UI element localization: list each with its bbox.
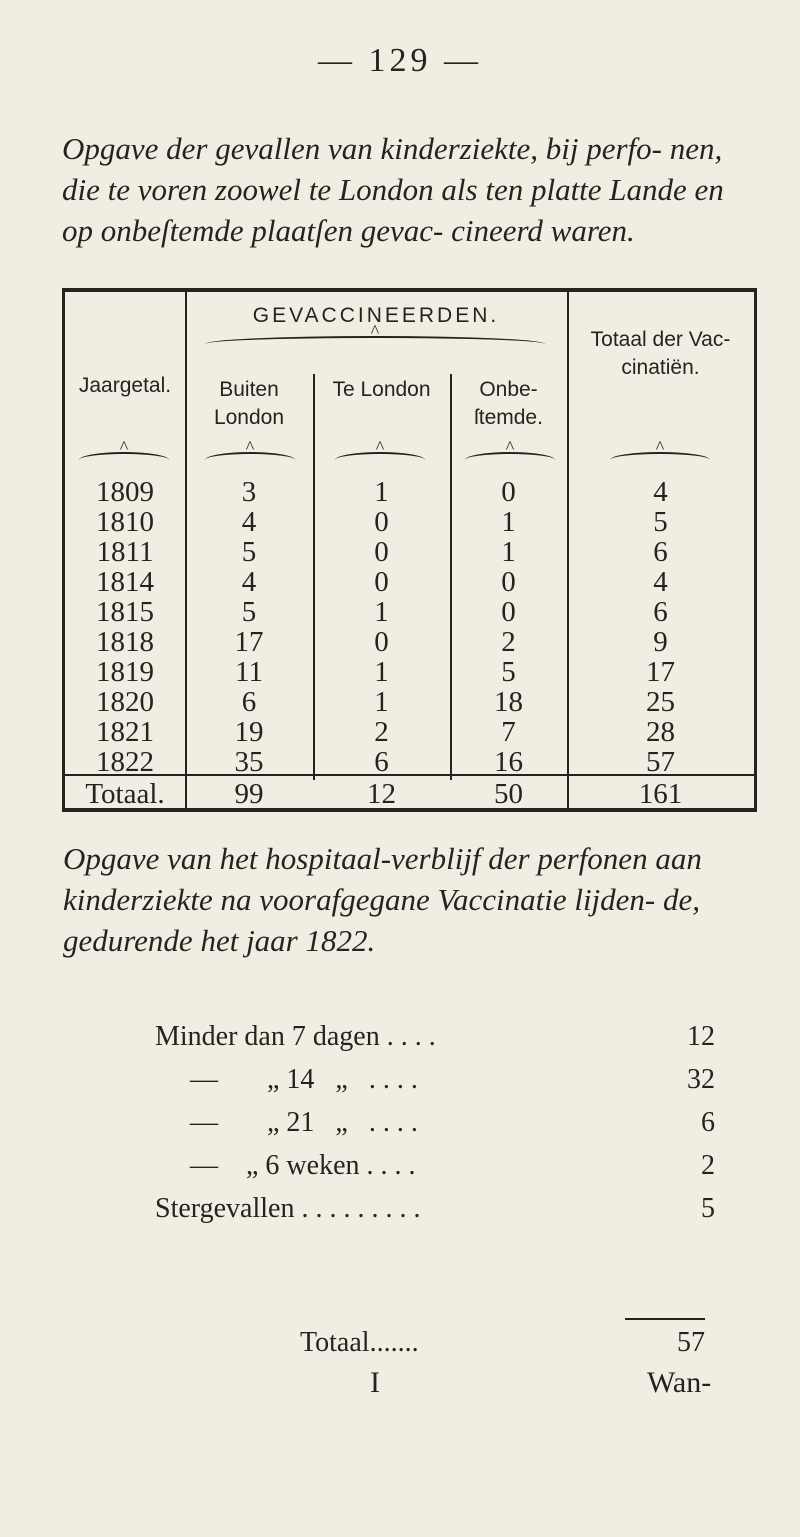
table-cell-te: 6 [374,746,389,778]
table-cell-onbe: 16 [494,746,523,778]
list-item-value: 5 [701,1193,715,1224]
table-cell-buiten: 6 [241,686,257,718]
catchword: Wan- [647,1366,712,1399]
list-total-value: 57 [677,1327,705,1358]
table-cell-onbe: 7 [501,716,516,748]
table-cell-buiten: 17 [234,626,264,658]
table-cell-year: 1811 [96,536,154,568]
table-cell-onbe: 0 [501,566,516,598]
table-cell-year: 1815 [96,596,154,628]
table-cell-te: 0 [374,506,389,538]
total-onbe: 50 [494,778,523,810]
table-cell-buiten: 3 [241,476,257,508]
header-totaal: Totaal der Vac- cinatiën. [590,328,731,379]
table-cell-year: 1818 [96,626,154,658]
table-cell-onbe: 1 [501,536,516,568]
table-cell-onbe: 5 [501,656,516,688]
list-total [300,1327,705,1359]
column-brace [610,452,710,468]
table-cell-year: 1822 [96,746,154,778]
total-buiten: 99 [234,778,264,810]
list-item [155,1187,715,1230]
table-cell-onbe: 2 [501,626,516,658]
list-total-label: Totaal....... [300,1327,419,1358]
table-cell-onbe: 1 [501,506,516,538]
list-item-label: — „ 14 „ . . . . [155,1064,418,1095]
column-brace [465,452,555,468]
list-item-value: 2 [701,1150,715,1181]
table-cell-buiten: 5 [241,596,257,628]
list-item [155,1015,715,1058]
table-cell-totaal: 6 [653,536,668,568]
total-label: Totaal. [85,778,165,810]
column-brace [79,452,169,468]
table-heading: Opgave der gevallen van kinderziekte, bij perfo- nen, die te voren zoowel te London als ten platte Lande en op onbeſtemde plaatſen gevac- cineerd waren. [62,131,724,248]
table-cell-totaal: 57 [646,746,675,778]
table-cell-te: 0 [374,566,389,598]
header-buiten: Buiten London [213,378,285,429]
table-cell-te: 1 [374,656,389,688]
list-item-value: 32 [687,1064,715,1095]
total-totaal: 161 [638,778,683,810]
table-cell-buiten: 4 [241,566,257,598]
list-item [155,1058,715,1101]
stay-list [155,1015,715,1230]
header-onbe: Onbe- ſtemde. [474,378,543,429]
table-cell-totaal: 28 [646,716,675,748]
header-group: GEVACCINEERDEN. [252,304,500,327]
table-cell-totaal: 4 [653,476,668,508]
list-item-value: 6 [701,1107,715,1138]
list-item [155,1144,715,1187]
table-cell-te: 1 [374,596,389,628]
vaccination-table [62,288,757,812]
column-brace [205,452,295,468]
list-item-label: — „ 6 weken . . . . [155,1150,416,1181]
group-brace [205,336,545,352]
table-cell-te: 0 [374,626,389,658]
table-cell-te: 1 [374,476,389,508]
signature-mark: I [370,1366,380,1399]
table-cell-buiten: 4 [241,506,257,538]
column-brace [335,452,425,468]
table-cell-totaal: 9 [653,626,668,658]
table-cell-year: 1810 [96,506,154,538]
list-item [155,1101,715,1144]
list-item-label: Minder dan 7 dagen . . . . [155,1021,436,1052]
table-cell-buiten: 11 [235,656,263,688]
header-te: Te London [332,378,431,401]
table-cell-buiten: 19 [234,716,264,748]
table-cell-onbe: 0 [501,476,516,508]
header-year: Jaargetal. [78,374,172,397]
table-cell-te: 2 [374,716,389,748]
sum-rule [625,1318,705,1320]
table-cell-totaal: 17 [646,656,675,688]
table-cell-totaal: 4 [653,566,668,598]
list-heading: Opgave van het hospitaal-verblijf der perfonen aan kinderziekte na voorafgegane Vaccinatie lijden- de, gedurende het jaar 1822. [63,841,702,958]
table-cell-totaal: 5 [653,506,668,538]
table-cell-onbe: 0 [501,596,516,628]
table-cell-totaal: 6 [653,596,668,628]
list-item-label: — „ 21 „ . . . . [155,1107,418,1138]
table-cell-year: 1819 [96,656,154,688]
table-cell-buiten: 35 [234,746,264,778]
table-cell-year: 1820 [96,686,154,718]
list-item-label: Stergevallen . . . . . . . . . [155,1193,421,1224]
table-cell-year: 1809 [96,476,154,508]
table-cell-year: 1821 [96,716,154,748]
page-number: — 129 — [318,42,482,79]
table-cell-buiten: 5 [241,536,257,568]
table-cell-year: 1814 [96,566,154,598]
total-te: 12 [367,778,396,810]
list-item-value: 12 [687,1021,715,1052]
table-cell-onbe: 18 [494,686,523,718]
table-cell-te: 1 [374,686,389,718]
table-cell-te: 0 [374,536,389,568]
table-cell-totaal: 25 [646,686,675,718]
